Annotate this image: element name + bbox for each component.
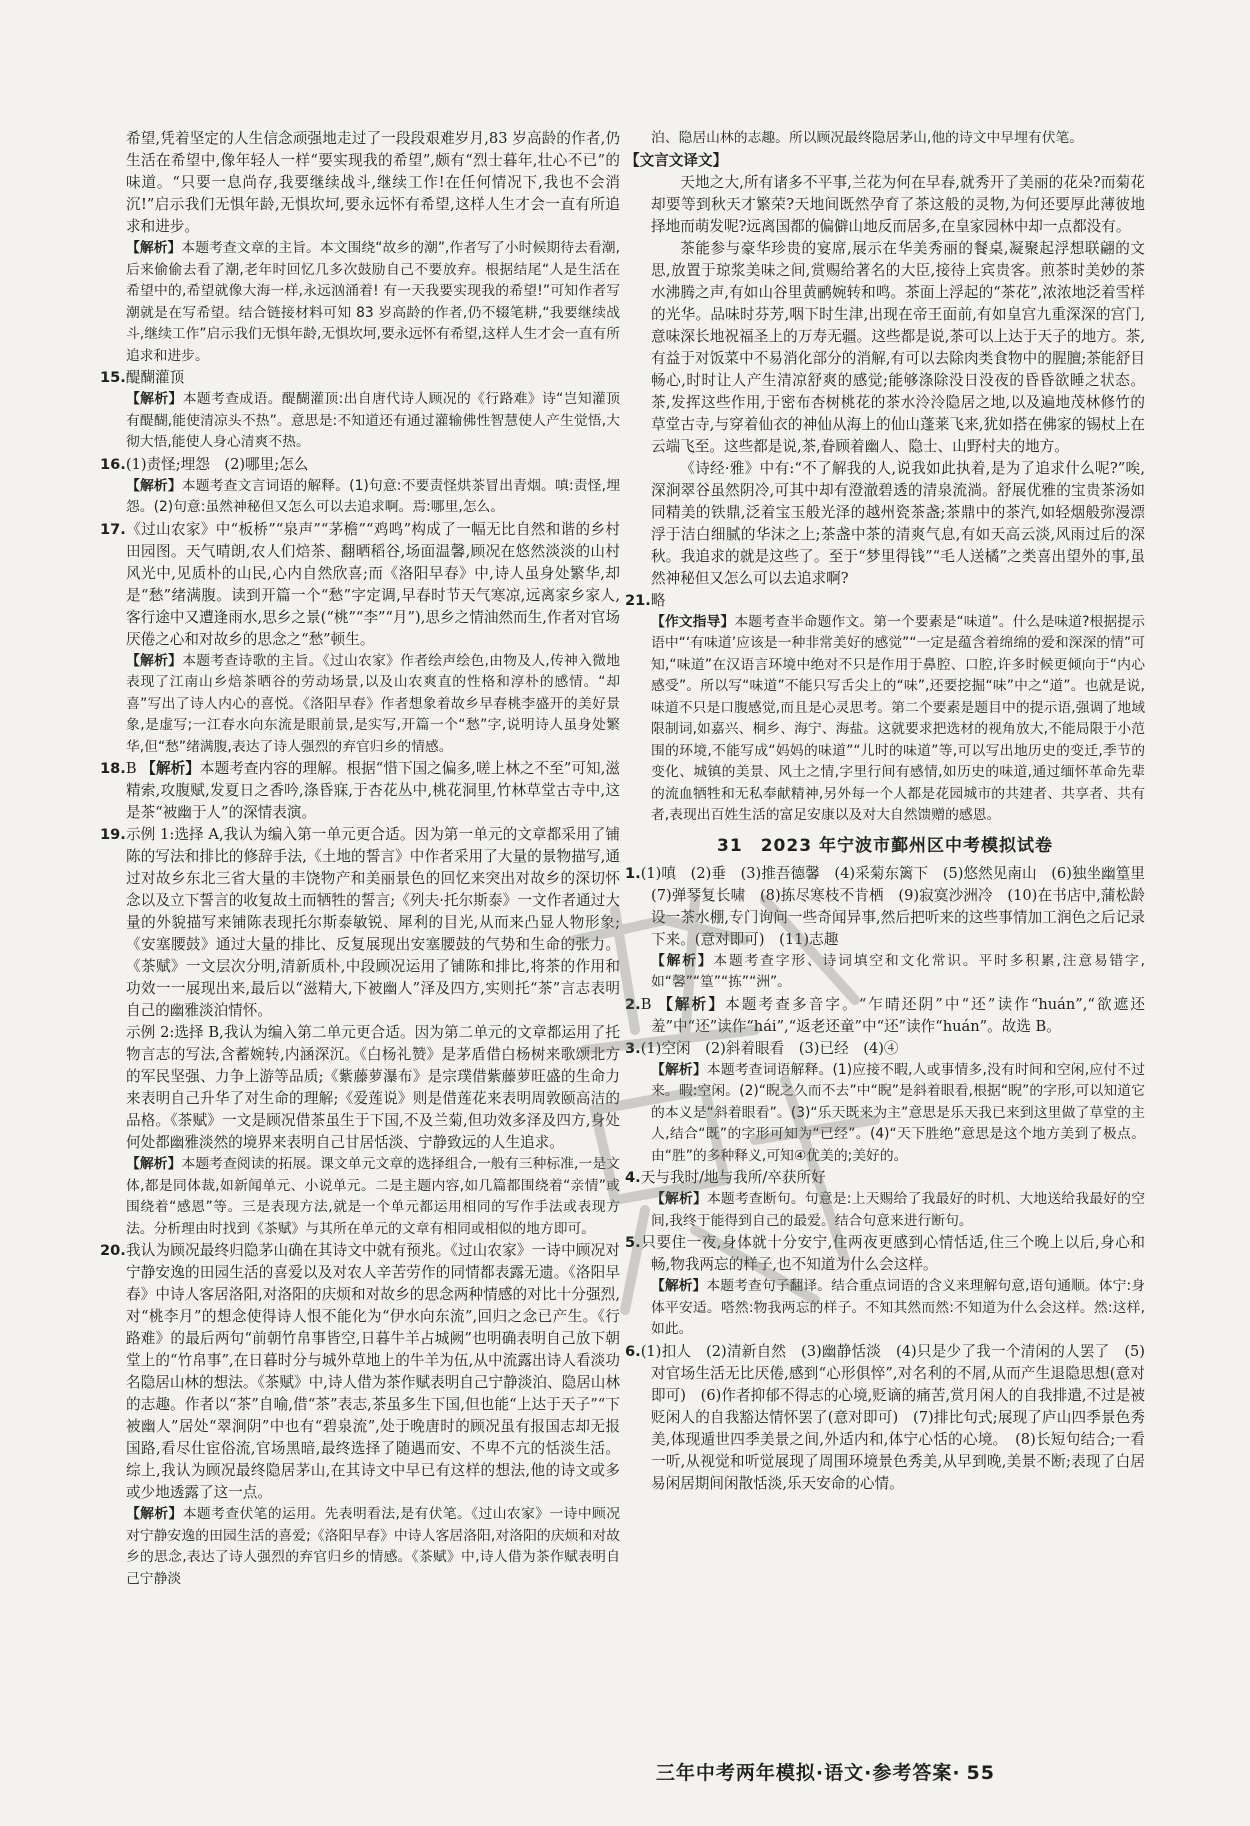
section-title: 31 2023 年宁波市鄞州区中考模拟试卷 bbox=[717, 835, 1053, 856]
analysis-4: 【解析】本题考查断句。句意是:上天赐给了我最好的时机、大地送给我最好的空间,我终于能得到自己的最爱。结合句意来进行断句。 bbox=[651, 1191, 1146, 1229]
analysis-17: 【解析】本题考查诗歌的主旨。《过山农家》作者绘声绘色,由物及人,传神入微地表现了江南山乡焙茶晒谷的劳动场景,以及山农爽直的性格和淳朴的感情。“却喜”写出了诗人内心的喜悦。《洛阳早春》作者想象着故乡早春桃李盛开的美好景象,是虚写;一江春水向东流是眼前景,是实写,开篇一个“愁”字,说明诗人虽身处繁华,但“愁”绪满腹,表达了诗人强烈的弃官归乡的情感。 bbox=[126, 652, 620, 755]
analysis-20: 【解析】本题考查伏笔的运用。先表明看法,是有伏笔。《过山农家》一诗中顾况对宁静安逸的田园生活的喜爱;《洛阳早春》中诗人客居洛阳,对洛阳的庆烦和对故乡的思念,表达了诗人强烈的弃官归乡的情感。《茶赋》中,诗人借为茶作赋表明自己宁静淡 bbox=[126, 1506, 621, 1587]
page-number: 55 bbox=[966, 1762, 995, 1784]
analysis-15: 【解析】本题考查成语。醍醐灌顶:出自唐代诗人顾况的《行路难》诗“岂知灌顶有醍醐,能使清凉头不热”。意思是:不知道还有通过灌输佛性智慧使人产生觉悟,大彻大悟,能使人身心清爽不热。 bbox=[126, 391, 620, 450]
analysis-5: 【解析】本题考查句子翻译。结合重点词语的含义来理解句意,语句通顺。体宁:身体平安适。嗒然:物我两忘的样子。不知其然而然:不知道为什么会这样。然:这样,如此。 bbox=[651, 1278, 1145, 1337]
answer-4: 4.天与我时/地与我所/卒获所好 bbox=[625, 1169, 826, 1186]
left-column bbox=[100, 128, 620, 1590]
answer-21: 21.略 bbox=[625, 591, 666, 609]
answer-17: 17.《过山农家》中“板桥”“泉声”“茅檐”“鸡鸣”构成了一幅无比自然和谐的乡村田园图。天气晴朗,农人们焙茶、翻晒稻谷,场面温馨,顾况在悠然淡淡的山村风光中,见质朴的山民,心内自然欣喜;而《洛阳早春》中,诗人虽身处繁华,却是“愁”绪满腹。读到开篇一个“愁”字定调,早春时节天气寒凉,远离家乡家人,客行途中又遭逢雨水,思乡之景(“桃”“李”“月”),思乡之情油然而生,作者对官场厌倦之心和对故乡的思念之“愁”顿生。 bbox=[100, 520, 620, 648]
analysis-20-continuation: 泊、隐居山林的志趣。所以顾况最终隐居茅山,他的诗文中早埋有伏笔。 bbox=[651, 130, 1084, 146]
analysis: 【解析】本题考查文章的主旨。本文围绕“故乡的潮”,作者写了小时候期待去看潮,后来偷偷去看了潮,老年时回忆几多次鼓励自己不要放弃。根据结尾“人是生活在希望中的,希望就像大海一样,永远汹涌着! 有一天我要实现我的希望!”可知作者写潮就是在写希望。结合链接材料可知 83 岁高龄的作者,仍不辍笔耕,“我要继续战斗,继续工作”启示我们无惧年龄,无惧坎坷,要永远怀有希望,这样人生才会一直有所追求和进步。 bbox=[126, 240, 620, 364]
page-footer bbox=[656, 1758, 995, 1785]
book-title: 三年中考两年模拟·语文·参考答案· bbox=[655, 1762, 961, 1784]
answer-16: 16.(1)责怪;埋怨 (2)哪里;怎么 bbox=[100, 455, 309, 473]
answer-2: 2.B 【解析】本题考查多音字。“乍晴还阴”中“还”读作“huán”,“欲遮还羞”中“还”读作“hái”,“返老还童”中“还”读作“huán”。故选 B。 bbox=[625, 995, 1145, 1035]
translation-heading: 【文言文译文】 bbox=[625, 151, 728, 169]
analysis-19: 【解析】本题考查阅读的拓展。课文单元文章的选择组合,一般有三种标准,一是文体,都是同体裁,如新闻单元、小说单元。二是主题内容,如几篇都围绕着“亲情”或围绕着“感恩”等。三是表现方法,就是一个单元都运用相同的写作手法或表现方法。分析理由时找到《茶赋》与其所在单元的文章有相同或相似的地方即可。 bbox=[126, 1156, 620, 1237]
answer-5: 5.只要住一夜,身体就十分安宁,住两夜更感到心情恬适,住三个晚上以后,身心和畅,物我两忘的样子,也不知道为什么会这样。 bbox=[625, 1234, 1145, 1273]
answer-15: 15.醍醐灌顶 bbox=[100, 369, 185, 386]
writing-guide-21: 【作文指导】本题考查半命题作文。第一个要素是“味道”。什么是味道?根据提示语中“‘有味道’应该是一种非常美好的感觉”“一定是蕴含着绵绵的爱和深深的情”可知,“味道”在汉语言环境中绝对不只是作用于鼻腔、口腔,许多时候更倾向于“内心感受”。所以写“味道”不能只写舌尖上的“味”,还要挖掘“味”中之“道”。也就是说,味道不只是口腹感觉,而且是心灵思考。第二个要素是题目中的提示语,强调了地域限制词,如嘉兴、桐乡、海宁、海盐。这就要求把选材的视角放大,不能局限于小范围的环境,不能写成“妈妈的味道”“儿时的味道”等,可以写出地历史的变迁,季节的变化、城镇的美景、风土之情,字里行间有感情,如历史的味道,通过缅怀革命先辈的流血牺牲和无私奉献精神,另外每一个人都是花园城市的共建者、共享者、共有者,表现出百姓生活的富足安康以及对大自然馈赠的感恩。 bbox=[651, 613, 1145, 823]
answer-19-example-2: 示例 2:选择 B,我认为编入第二单元更合适。因为第二单元的文章都运用了托物言志的写法,含蓄婉转,内涵深沉。《白杨礼赞》是茅盾借白杨树来歌颂北方的军民坚强、力争上游等品质;《紫藤萝瀑布》是宗璞借紫藤萝旺盛的生命力来表明自己升华了对生命的理解;《爱莲说》则是借莲花来表明周敦颐高洁的品格。《茶赋》一文是顾况借茶虽生于下国,不及兰菊,但功效多泽及四方,身处何处都幽雅淡然的境界来表明自己甘居恬淡、宁静致远的人生追求。 bbox=[126, 1024, 620, 1151]
right-column bbox=[625, 128, 1160, 1495]
analysis-1: 【解析】本题考查字形、诗词填空和文化常识。平时多积累,注意易错字,如“馨”“篁”“拣”“洲”。 bbox=[651, 952, 1146, 990]
analysis-16: 【解析】本题考查文言词语的解释。(1)句意:不要责怪烘茶冒出青烟。嗔:责怪,埋怨。(2)句意:虽然神秘但又怎么可以去追求啊。焉:哪里,怎么。 bbox=[126, 477, 620, 515]
answer-3: 3.(1)空闲 (2)斜着眼看 (3)已经 (4)④ bbox=[625, 1039, 899, 1057]
analysis-3: 【解析】本题考查词语解释。(1)应接不暇,人或事情多,没有时间和空闲,应付不过来。暇:空闲。(2)“睨之久而不去”中“睨”是斜着眼看,根据“睨”的字形,可以知道它的本义是“斜着眼看”。(3)“乐天既来为主”意思是乐天我已来到这里做了草堂的主人,结合“既”的字形可知为“已经”。(4)“天下胜绝”意思是这个地方美到了极点。由“胜”的多种释义,可知④优美的;美好的。 bbox=[651, 1061, 1146, 1164]
answer-continuation: 希望,凭着坚定的人生信念顽强地走过了一段段艰难岁月,83 岁高龄的作者,仍生活在希望中,像年轻人一样“要实现我的希望”,颇有“烈士暮年,壮心不已”的味道。“只要一息尚存,我要继续战斗,继续工作!在任何情况下,我也不会消沉!”启示我们无惧年龄,无惧坎坷,要永远怀有希望,这样人生才会一直有所追求和进步。 bbox=[126, 130, 620, 235]
answer-19: 19.示例 1:选择 A,我认为编入第一单元更合适。因为第一单元的文章都采用了铺陈的写法和排比的修辞手法,《土地的誓言》中作者采用了大量的景物描写,通过对故乡东北三省大量的丰饶物产和美丽景色的回忆来突出对故乡的深切怀念以及立下誓言的收复故土而牺牲的誓言;《列夫·托尔斯泰》一文作者通过大量的外貌描写来铺陈表现托尔斯泰敏锐、犀利的目光,从而来凸显人物形象;《安塞腰鼓》通过大量的排比、反复展现出安塞腰鼓的气势和生命的张力。《茶赋》一文层次分明,清新质朴,中段顾况运用了铺陈和排比,将茶的作用和功效一一展现出来,最后以“滋精大,下被幽人”泽及四方,实则托“茶”言志表明自己的幽雅淡泊情怀。 bbox=[100, 826, 620, 1019]
answer-20: 20.我认为顾况最终归隐茅山确在其诗文中就有预兆。《过山农家》一诗中顾况对宁静安逸的田园生活的喜爱以及对农人辛苦劳作的同情都表露无遗。《洛阳早春》中诗人客居洛阳,对洛阳的庆烦和对故乡的思念两种情感的对比十分强烈,对“桃李月”的想念使得诗人恨不能化为“伊水向东流”,回归之念已产生。《行路难》的最后两句“前朝竹帛事皆空,日暮牛羊占城阙”也明确表明自己放下朝堂上的“竹帛事”,在日暮时分与城外草地上的牛羊为伍,从中流露出诗人看淡功名隐居山林的想法。《茶赋》中,诗人借为茶作赋表明自己宁静淡泊、隐居山林的志趣。作者以“茶”自喻,借“茶”表志,茶虽多生下国,但也能“上达于天子”“下被幽人”居处“翠涧阴”中也有“碧泉流”,处于晚唐时的顾况虽有报国志却无报国路,看尽仕宦俗流,官场黑暗,最终选择了随遇而安、不卑不亢的恬淡生活。综上,我认为顾况最终隐居茅山,在其诗文中早已有这样的想法,他的诗文或多或少地透露了这一点。 bbox=[100, 1242, 620, 1501]
answer-6: 6.(1)扣人 (2)清新自然 (3)幽静恬淡 (4)只是少了我一个清闲的人罢了 (5)对官场生活无比厌倦,感到“心形俱悴”,对名利的不屑,从而产生退隐思想(意对即可) (6)作者抑郁不得志的心境,贬谪的痛苦,赏月闲人的自我排遣,不过是被贬闲人的自我豁达情怀罢了(意对即可) (7)排比句式;展现了庐山四季景色秀美,体现遁世四季美景之间,外适内和,体宁心恬的心境。 (8)长短句结合;一看一听,从视觉和听觉展现了周围环境景色秀美,从早到晚,美景不断;表现了白居易闲居期间闲散恬淡,乐天安命的心情。 bbox=[625, 1342, 1145, 1492]
translation-paragraph: 天地之大,所有诸多不平事,兰花为何在早春,就秀开了美丽的花朵?而菊花却要等到秋天才繁荣?天地间既然孕育了茶这般的灵物,为何还要厚此薄彼地择地而萌发呢?远离国都的偏僻山地反而居多,在皇家园林中却一点都没有。 bbox=[651, 173, 1145, 235]
answer-18: 18.B 【解析】本题考查内容的理解。根据“惜下国之偏多,嗟上林之不至”可知,滋精索,攻腹赋,发夏日之香吟,涤昏寐,于杏花丛中,桃花洞里,竹林草堂古寺中,这是茶“被幽于人”的深情表演。 bbox=[100, 760, 620, 821]
translation-paragraph: 茶能参与豪华珍贵的宴席,展示在华美秀丽的餐桌,凝聚起浮想联翩的文思,放置于琼浆美味之间,赏赐给著名的大臣,接待上宾贵客。煎茶时美妙的茶水沸腾之声,有如山谷里黄鹂婉转和鸣。茶面上浮起的“茶花”,浓浓地泛着雪样的光华。品味时芬芳,咽下时生津,出现在帝王面前,有如皇宫九重深深的宫门,意味深长地祝福圣上的万寿无疆。这些都是说,茶可以上达于天子的地方。茶,有益于对饭菜中不易消化部分的消解,有可以去除肉类食物中的腥膻;茶能舒目畅心,时时让人产生清凉舒爽的感觉;能够涤除没日没夜的昏昏欲睡之状态。茶,发挥这些作用,于密布杏树桃花的茶水泠泠隐居之地,以及遍地茂林修竹的草堂古寺,与穿着仙衣的神仙从海上的仙山蓬莱飞来,犹如搭在佛家的锡杖上在云端飞至。这些都是说,茶,眷顾着幽人、隐士、山野村夫的地方。 bbox=[651, 239, 1145, 455]
answer-1: 1.(1)嗔 (2)垂 (3)推吾德馨 (4)采菊东篱下 (5)悠然见南山 (6)独坐幽篁里 (7)弹琴复长啸 (8)拣尽寒枝不肯栖 (9)寂寞沙洲冷 (10)在书店中,蒲松龄设一茶水棚,专门询问一些奇闻异事,然后把听来的这些事情加工润色之后记录下来。(意对即可) (11)志趣 bbox=[625, 864, 1160, 948]
translation-paragraph: 《诗经·雅》中有:“不了解我的人,说我如此执着,是为了追求什么呢?”唉,深涧翠谷虽然阴冷,可其中却有澄澈碧透的清泉流淌。舒展优雅的宝贵茶汤如同精美的铁鼎,泛着宝玉般光泽的越州瓷茶盏;茶鼎中的茶汽,如轻烟般弥漫漂浮于洁白细腻的华沫之上;茶盏中茶的清爽气息,有如天高云淡,风雨过后的深秋。我追求的就是这些了。至于“梦里得钱”“毛人送橘”之类喜出望外的事,虽然神秘但又怎么可以去追求啊? bbox=[651, 459, 1145, 587]
